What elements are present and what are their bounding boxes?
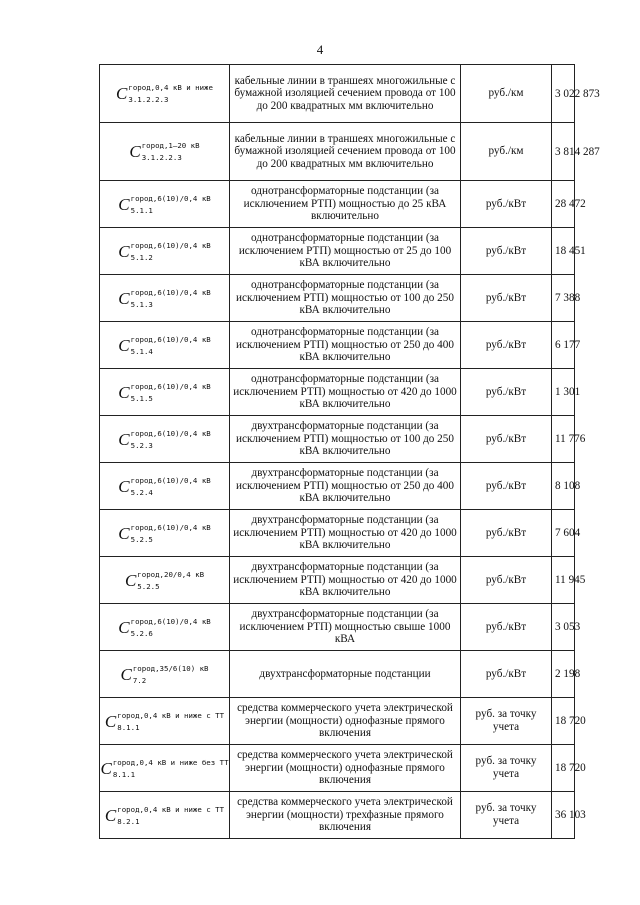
description-cell: средства коммерческого учета электрической энергии (мощности) однофазные прямого включения — [230, 745, 461, 792]
code-superscript: город,6(10)/0,4 кВ — [130, 475, 211, 485]
description-cell: двухтрансформаторные подстанции (за исключением РТП) мощностью от 250 до 400 кВА включительно — [230, 463, 461, 510]
description-cell: средства коммерческого учета электрической энергии (мощности) трехфазные прямого включения — [230, 792, 461, 839]
code-superscript: город,6(10)/0,4 кВ — [130, 616, 211, 626]
table-row — [100, 322, 575, 369]
code-superscript: город,0,4 кВ и ниже с ТТ — [117, 804, 225, 814]
description-cell: однотрансформаторные подстанции (за исключением РТП) мощностью до 25 кВА включительно — [230, 181, 461, 228]
unit-cell: руб./км — [461, 123, 552, 181]
code-superscript: город,6(10)/0,4 кВ — [130, 193, 211, 203]
value-cell: 3 053 — [552, 604, 575, 651]
unit-cell: руб./кВт — [461, 322, 552, 369]
tariff-code — [100, 698, 230, 745]
unit-cell: руб./кВт — [461, 181, 552, 228]
code-superscript: город,6(10)/0,4 кВ — [130, 240, 211, 250]
value-cell: 3 814 287 — [552, 123, 575, 181]
code-superscript: город,1–20 кВ — [141, 141, 200, 150]
code-letter: C — [118, 476, 130, 496]
code-superscript: город,20/0,4 кВ — [137, 569, 205, 579]
value-cell: 7 604 — [552, 510, 575, 557]
tariff-code — [100, 181, 230, 228]
value-cell: 11 945 — [552, 557, 575, 604]
code-letter: C — [124, 570, 137, 590]
code-superscript: город,6(10)/0,4 кВ — [130, 381, 211, 391]
tariff-code — [100, 792, 230, 839]
value-cell: 6 177 — [552, 322, 575, 369]
description-cell: двухтрансформаторные подстанции (за исключением РТП) мощностью от 420 до 1000 кВА включительно — [230, 557, 461, 604]
code-superscript: город,0,4 кВ и ниже без ТТ — [112, 757, 229, 767]
code-subscript: 8.2.1 — [117, 816, 140, 826]
code-subscript: 5.1.4 — [130, 346, 153, 356]
value-cell: 11 776 — [552, 416, 575, 463]
code-subscript: 5.1.3 — [130, 299, 153, 309]
unit-cell: руб. за точку учета — [461, 792, 552, 839]
code-subscript: 5.2.5 — [137, 581, 160, 591]
code-letter: C — [118, 194, 130, 214]
tariff-code — [100, 123, 230, 181]
code-subscript: 5.2.4 — [130, 487, 153, 497]
unit-cell: руб./кВт — [461, 416, 552, 463]
code-letter: C — [118, 382, 130, 402]
value-cell: 2 198 — [552, 651, 575, 698]
code-subscript: 7.2 — [132, 675, 147, 685]
table-row — [100, 510, 575, 557]
tariff-code — [100, 65, 230, 123]
tariff-code — [100, 557, 230, 604]
description-cell: двухтрансформаторные подстанции (за исключением РТП) мощностью от 100 до 250 кВА включительно — [230, 416, 461, 463]
tariff-code — [100, 604, 230, 651]
tariff-code — [100, 510, 230, 557]
code-subscript: 5.2.5 — [130, 534, 153, 544]
unit-cell: руб./кВт — [461, 510, 552, 557]
table-row — [100, 698, 575, 745]
code-subscript: 5.2.3 — [130, 440, 153, 450]
unit-cell: руб./кВт — [461, 604, 552, 651]
description-cell: двухтрансформаторные подстанции (за исключением РТП) мощностью от 420 до 1000 кВА включительно — [230, 510, 461, 557]
unit-cell: руб./км — [461, 65, 552, 123]
description-cell: однотрансформаторные подстанции (за исключением РТП) мощностью от 420 до 1000 кВА включительно — [230, 369, 461, 416]
code-letter: C — [116, 84, 128, 103]
code-subscript: 5.1.5 — [130, 393, 153, 403]
code-superscript: город,6(10)/0,4 кВ — [130, 287, 211, 297]
value-cell: 18 720 — [552, 698, 575, 745]
tariff-code — [100, 651, 230, 698]
code-subscript: 5.1.1 — [130, 205, 153, 215]
table-row — [100, 604, 575, 651]
code-superscript: город,6(10)/0,4 кВ — [130, 428, 211, 438]
unit-cell: руб./кВт — [461, 557, 552, 604]
value-cell: 18 451 — [552, 228, 575, 275]
description-cell: средства коммерческого учета электрической энергии (мощности) однофазные прямого включения — [230, 698, 461, 745]
value-cell: 1 301 — [552, 369, 575, 416]
unit-cell: руб./кВт — [461, 651, 552, 698]
table-row — [100, 792, 575, 839]
table-row — [100, 275, 575, 322]
code-subscript: 3.1.2.2.3 — [141, 153, 182, 162]
code-superscript: город,6(10)/0,4 кВ — [130, 334, 211, 344]
description-cell: двухтрансформаторные подстанции (за исключением РТП) мощностью свыше 1000 кВА — [230, 604, 461, 651]
tariff-code — [100, 322, 230, 369]
tariff-code — [100, 369, 230, 416]
tariff-table-body — [100, 65, 600, 839]
value-cell: 28 472 — [552, 181, 575, 228]
unit-cell: руб./кВт — [461, 369, 552, 416]
code-subscript: 5.1.2 — [130, 252, 153, 262]
unit-cell: руб./кВт — [461, 463, 552, 510]
description-cell: кабельные линии в траншеях многожильные с бумажной изоляцией сечением провода от 100 до 200 квадратных мм включительно — [230, 123, 461, 181]
unit-cell: руб. за точку учета — [461, 745, 552, 792]
code-letter: C — [118, 241, 130, 261]
code-subscript: 8.1.1 — [117, 722, 140, 732]
description-cell: однотрансформаторные подстанции (за исключением РТП) мощностью от 250 до 400 кВА включительно — [230, 322, 461, 369]
tariff-code — [100, 275, 230, 322]
code-letter: C — [100, 758, 112, 778]
table-row — [100, 557, 575, 604]
code-letter: C — [118, 523, 130, 543]
code-subscript: 5.2.6 — [130, 628, 153, 638]
code-letter: C — [118, 617, 130, 637]
description-cell: однотрансформаторные подстанции (за исключением РТП) мощностью от 100 до 250 кВА включительно — [230, 275, 461, 322]
value-cell: 8 108 — [552, 463, 575, 510]
table-row — [100, 416, 575, 463]
code-subscript: 8.1.1 — [112, 769, 136, 779]
tariff-code — [100, 463, 230, 510]
unit-cell: руб. за точку учета — [461, 698, 552, 745]
table-row — [100, 123, 575, 181]
table-row — [100, 745, 575, 792]
code-superscript: город,0,4 кВ и ниже — [128, 83, 213, 92]
code-letter: C — [104, 805, 117, 825]
code-letter: C — [118, 429, 130, 449]
tariff-table — [99, 64, 600, 839]
table-row — [100, 181, 575, 228]
table-row — [100, 228, 575, 275]
tariff-code — [100, 228, 230, 275]
code-letter: C — [118, 288, 130, 308]
description-cell: однотрансформаторные подстанции (за исключением РТП) мощностью от 25 до 100 кВА включительно — [230, 228, 461, 275]
tariff-code — [100, 745, 230, 792]
page-number: 4 — [316, 42, 324, 57]
table-row — [100, 651, 575, 698]
table-row — [100, 463, 575, 510]
value-cell: 18 720 — [552, 745, 575, 792]
description-cell: двухтрансформаторные подстанции — [230, 651, 461, 698]
table-row — [100, 65, 575, 123]
code-letter: C — [120, 664, 132, 684]
value-cell: 36 103 — [552, 792, 575, 839]
tariff-code — [100, 416, 230, 463]
code-letter: C — [129, 142, 141, 161]
code-superscript: город,6(10)/0,4 кВ — [130, 522, 211, 532]
code-letter: C — [104, 711, 117, 731]
unit-cell: руб./кВт — [461, 228, 552, 275]
value-cell: 7 388 — [552, 275, 575, 322]
code-subscript: 3.1.2.2.3 — [128, 95, 169, 104]
unit-cell: руб./кВт — [461, 275, 552, 322]
code-superscript: город,35/6(10) кВ — [132, 663, 209, 673]
table-row — [100, 369, 575, 416]
description-cell: кабельные линии в траншеях многожильные с бумажной изоляцией сечением провода от 100 до 200 квадратных мм включительно — [230, 65, 461, 123]
code-superscript: город,0,4 кВ и ниже с ТТ — [117, 710, 225, 720]
code-letter: C — [118, 335, 130, 355]
value-cell: 3 022 873 — [552, 65, 575, 123]
